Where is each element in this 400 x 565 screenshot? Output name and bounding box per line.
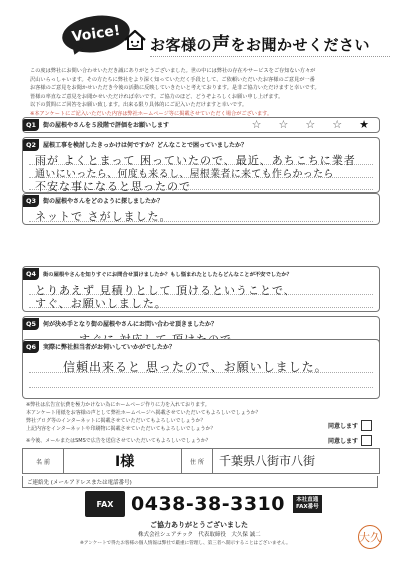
- consent-publish: [328, 420, 372, 431]
- name-label: 名 前: [23, 449, 64, 473]
- intro-line: お客様のご意見をお聞かせいただき今後の活動に反映していきたいと考えております。是非ご協力いただけますと幸いです。: [30, 85, 320, 92]
- handwritten-answer: 雨が よくとまって 困っていたので、最近、あちこちに業者: [35, 154, 356, 167]
- title-prefix: お客様の: [150, 36, 213, 54]
- consent-label: 同意します: [328, 423, 359, 430]
- header-divider: [150, 56, 390, 57]
- question-text: 街の屋根やさんをどのように探しましたか？: [43, 198, 164, 205]
- consent-checkbox[interactable]: [361, 435, 372, 446]
- voice-label: Voice!: [70, 22, 122, 46]
- question-text: 街の屋根やさんを５段階で評価をお願いします: [43, 122, 170, 129]
- intro-line: この度は弊社にお問い合わせいただき誠にありがとうございました。世の中には弊社の存在やサービスをご存知ない方々が: [30, 68, 316, 74]
- address-label: 住 所: [181, 449, 213, 473]
- fax-badge: [85, 491, 125, 517]
- question-text: 屋根工事を検討したきっかけは何ですか？どんなことで困っていましたか？: [43, 142, 248, 149]
- star-icon[interactable]: ☆: [305, 118, 316, 131]
- contact-label: ご連絡先 (メールアドレスまたは電話番号): [27, 479, 132, 486]
- page-title: [150, 30, 370, 56]
- handwritten-answer: 不安な事になると思ったので: [35, 180, 191, 193]
- footnote: ※弊社は広告宣伝費を極力かけない為にホームページ作りに力を入れております。: [26, 402, 210, 408]
- question-text: 何が決め手となり街の屋根やさんにお問い合わせ頂きましたか？: [43, 321, 218, 328]
- consent-label: 同意します: [328, 438, 359, 445]
- handwritten-answer: 通いにいったら、何度も来るし、屋根業者に来ても作らかったら: [35, 169, 334, 180]
- question-2: [22, 137, 380, 193]
- fax-label: FAX: [96, 499, 114, 509]
- question-tag: Q2: [23, 139, 39, 151]
- house-icon: [123, 29, 147, 51]
- question-tag: Q5: [23, 318, 39, 330]
- star-icon[interactable]: ☆: [278, 118, 289, 131]
- question-6: [22, 339, 380, 399]
- answer-rule: [29, 387, 373, 388]
- stamp-text: 大久: [359, 531, 381, 544]
- intro-line: 皆様の率直なご意見をお聞かせいただければ幸いです。ご協力のほど、どうぞよろしくお願い申し上げます。: [30, 93, 284, 100]
- question-text: 街の屋根やさんを知りすぐにお問合せ頂けましたか？もし悩まれたとしたらどんなことが不安でしたか？: [43, 271, 292, 278]
- intro-text: [30, 67, 380, 119]
- company-name: 株式会社シェアテック 代表取締役 大久保 誠二: [138, 532, 261, 538]
- title-big: 声: [212, 34, 231, 55]
- star-icon[interactable]: ☆: [251, 118, 262, 131]
- star-icon[interactable]: ★: [359, 118, 369, 131]
- customer-address[interactable]: 千葉県八街市八街: [219, 454, 316, 468]
- handwritten-answer: すぐ、お願いしました。: [35, 297, 167, 310]
- footnote: ※今後、メールまたはSMSで広告を送信させていただいてもよろしいでしょうか？: [26, 438, 211, 444]
- question-tag: Q3: [23, 195, 39, 207]
- star-rating[interactable]: [252, 118, 369, 131]
- footnote: 弊社ブログ等のインターネットに掲載させていただいてもよろしいでしょうか？: [26, 418, 206, 424]
- question-1: [22, 117, 380, 133]
- intro-line: 以下の質問にご回答をお願い致します。出来る限り具体的にご記入いただけますと幸いです。: [30, 102, 248, 109]
- star-icon[interactable]: ☆: [332, 118, 343, 131]
- footnote: 本アンケート用紙をお客様の声として弊社ホームページへ掲載させていただいてもよろしいでしょうか？: [26, 410, 261, 416]
- customer-name[interactable]: I様: [115, 454, 135, 470]
- seal-stamp: [358, 525, 382, 549]
- question-tag: Q1: [23, 119, 39, 131]
- fax-number: 0438-38-3310: [131, 493, 285, 515]
- thanks-text: ご協力ありがとうございました: [150, 521, 248, 529]
- title-suffix: をお聞かせください: [230, 36, 371, 54]
- question-text: 実際に弊社担当者がお伺いしていかがでしたか？: [43, 344, 176, 351]
- contact-field[interactable]: [22, 476, 378, 488]
- handwritten-answer: とりあえず 見積りとして 頂けるということで、: [35, 284, 296, 297]
- question-tag: Q6: [23, 341, 39, 353]
- handwritten-answer: 信頼出来ると 思ったので、お願いしました。: [63, 360, 328, 374]
- privacy-note: ※アンケートで得たお客様の個人情報は弊社で厳重に管理し、第三者へ開示することはございません。: [80, 541, 291, 546]
- fax-direct-badge: [293, 495, 322, 513]
- fax-block: [85, 490, 325, 518]
- handwritten-answer: ネットで さがしました。: [35, 210, 172, 223]
- fax-direct-line: 本社直通: [296, 497, 319, 503]
- consent-checkbox[interactable]: [361, 420, 372, 431]
- footnote: 上記内容をインターネットや印刷物に掲載させていただいてもよろしいでしょうか？: [26, 426, 216, 432]
- customer-info: [22, 448, 380, 474]
- fax-direct-line: FAX番号: [295, 504, 319, 510]
- intro-line: 沢山いらっしゃいます。その方たちに弊社をより深く知っていただく手段として、ご依頼いただいたお客様のご意見が一番: [30, 76, 315, 83]
- question-3: [22, 193, 380, 225]
- intro-notice: ※本アンケートにご記入いただいた内容は弊社ホームページ等に掲載させていただく場合がございます。: [30, 110, 273, 117]
- question-4: [22, 266, 380, 312]
- question-tag: Q4: [23, 268, 39, 280]
- consent-ads: [328, 435, 372, 446]
